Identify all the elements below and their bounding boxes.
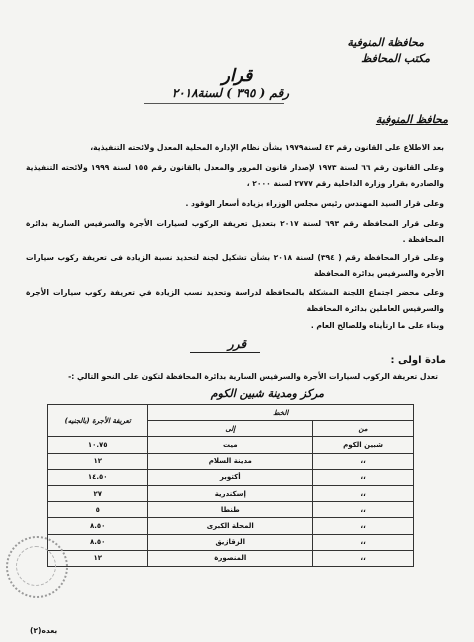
- clause-4: وعلى قرار المحافظة رقم ٦٩٣ لسنة ٢٠١٧ بتعديل تعريفة الركوب لسيارات الأجرة والسرفيس السارية بدائرة المحافظة .: [26, 219, 444, 244]
- to-header: إلى: [148, 421, 313, 437]
- article-text: تعدل تعريفة الركوب لسيارات الأجرة والسرفيس السارية بدائرة المحافظة لتكون على النحو التالي :-: [68, 372, 438, 381]
- clause-1: بعد الاطلاع على القانون رقم ٤٣ لسنة١٩٧٩ بشأن نظام الإدارة المحلية المعدل ولائحته التنفيذية،: [90, 143, 444, 152]
- table-row: [48, 437, 414, 453]
- cell-from: ،،: [313, 469, 414, 485]
- cell-to: مدينة السلام: [148, 453, 313, 469]
- cell-from: ،،: [313, 453, 414, 469]
- line-header: الخط: [148, 405, 414, 421]
- clause-5: وعلى قرار المحافظة رقم ( ٣٩٤) لسنة ٢٠١٨ بشأن تشكيل لجنة لتحديد نسبة الزيادة فى تعريفة ركوب سيارات الأجرة والسرفيس بدائرة المحافظة: [26, 253, 444, 278]
- cell-to: الزقازيق: [148, 534, 313, 550]
- cell-to: طنطا: [148, 502, 313, 518]
- cell-from: شبين الكوم: [313, 437, 414, 453]
- cell-fare: ١٢: [48, 550, 148, 566]
- clause-3: وعلى قرار السيد المهندس رئيس مجلس الوزراء بزيادة أسعار الوقود .: [185, 199, 444, 208]
- table-header-row: [48, 405, 414, 421]
- cell-from: ،،: [313, 550, 414, 566]
- table-row: [48, 453, 414, 469]
- article-heading: مادة اولى :: [390, 355, 446, 366]
- cell-to: المحلة الكبرى: [148, 518, 313, 534]
- cell-fare: ٨.٥٠: [48, 518, 148, 534]
- official-seal-icon: [6, 536, 68, 598]
- clause-7: وبناء على ما ارتأيناه وللصالح العام .: [310, 321, 444, 330]
- cell-fare: ٢٧: [48, 485, 148, 501]
- decision-heading: قرر: [227, 337, 247, 351]
- cell-fare: ٥: [48, 502, 148, 518]
- clause-6: وعلى محضر اجتماع اللجنة المشكلة بالمحافظة لدراسة وتحديد نسب الزيادة في تعريفة ركوب سيارات الأجرة والسرفيس العاملين بدائرة المحافظة: [26, 288, 444, 313]
- table-row: [48, 518, 414, 534]
- cell-from: ،،: [313, 534, 414, 550]
- governor-heading: محافظ المنوفية: [375, 113, 448, 126]
- from-header: من: [313, 421, 414, 437]
- cell-from: ،،: [313, 502, 414, 518]
- cell-fare: ١٤.٥٠: [48, 469, 148, 485]
- continued-footer: بعده(٢): [30, 626, 58, 635]
- header-governorate: محافظة المنوفية: [347, 36, 424, 49]
- zone-title: مركز ومدينة شبين الكوم: [210, 387, 324, 400]
- cell-to: المنصورة: [148, 550, 313, 566]
- table-row: [48, 502, 414, 518]
- cell-to: إسكندرية: [148, 485, 313, 501]
- decree-number: رقم ( ٣٩٥ ) لسنة٢٠١٨: [171, 86, 289, 100]
- cell-to: ميت: [148, 437, 313, 453]
- table-row: [48, 485, 414, 501]
- clause-2: وعلى القانون رقم ٦٦ لسنة ١٩٧٣ لإصدار قانون المرور والمعدل بالقانون رقم ١٥٥ لسنة ١٩٩٩ ولائحته التنفيذية والصادرة بقرار وزارة الداخلية رقم ٢٧٧٧ لسنة ٢٠٠٠ ،: [26, 163, 444, 188]
- cell-from: ،،: [313, 518, 414, 534]
- cell-fare: ٨.٥٠: [48, 534, 148, 550]
- cell-fare: ١٢: [48, 453, 148, 469]
- title-underline: [144, 103, 284, 104]
- decision-underline: [190, 352, 260, 353]
- decree-title: قرار: [221, 66, 253, 86]
- cell-fare: ١٠.٧٥: [48, 437, 148, 453]
- table-row: [48, 534, 414, 550]
- fare-header: تعريفة الأجرة (بالجنيه): [48, 405, 148, 437]
- table-row: [48, 469, 414, 485]
- cell-from: ،،: [313, 485, 414, 501]
- fares-table: [47, 404, 414, 567]
- header-office: مكتب المحافظ: [361, 52, 430, 65]
- cell-to: أكتوبر: [148, 469, 313, 485]
- table-row: [48, 550, 414, 566]
